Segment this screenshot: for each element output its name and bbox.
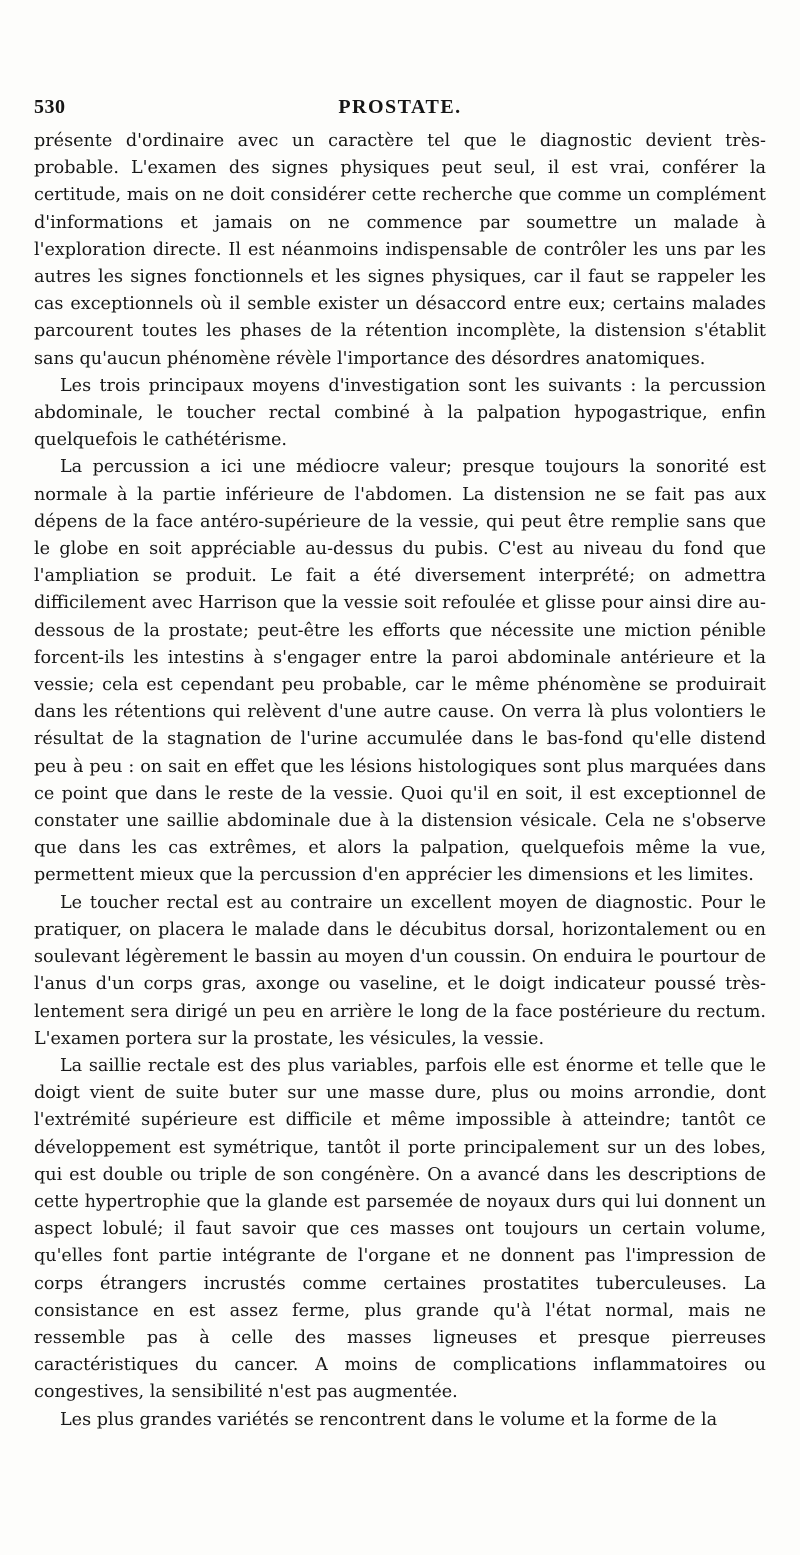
running-title: PROSTATE. <box>338 96 462 118</box>
paragraph-rectal-projection: La saillie rectale est des plus variables, parfois elle est énorme et telle que le doigt vient de suite buter sur une masse dure, plus ou moins arrondie, dont l'extrémité supérieure est difficile et même impossible à atteindre; tantôt ce développement est symétrique, tantôt il porte principalement sur un des lobes, qui est double ou triple de son congénère. On a avancé dans les descriptions de cette hypertrophie que la glande est parsemée de noyaux durs qui lui donnent un aspect lobulé; il faut savoir que ces masses ont toujours un certain volume, qu'elles font partie intégrante de l'organe et ne donnent pas l'impression de corps étrangers incrustés comme certaines prostatites tuberculeuses. La consistance en est assez ferme, plus grande qu'à l'état normal, mais ne ressemble pas à celle des masses ligneuses et presque pierreuses caractéristiques du cancer. A moins de complications inflammatoires ou congestives, la sensibilité n'est pas augmentée. <box>34 1055 766 1403</box>
paragraph-continued: présente d'ordinaire avec un caractère tel que le diagnostic devient très-probable. L'examen des signes physiques peut seul, il est vrai, conférer la certitude, mais on ne doit considérer cette recherche que comme un complément d'informations et jamais on ne commence par soumettre un malade à l'exploration directe. Il est néanmoins indispensable de contrôler les uns par les autres les signes fonctionnels et les signes physiques, car il faut se rappeler les cas exceptionnels où il semble exister un désaccord entre eux; certains malades parcourent toutes les phases de la rétention incomplète, la distension s'établit sans qu'aucun phénomène révèle l'importance des désordres anatomiques. <box>34 131 766 369</box>
running-head <box>34 96 766 126</box>
paragraph-investigation-means: Les trois principaux moyens d'investigation sont les suivants : la percussion abdominale, le toucher rectal combiné à la palpation hypogastrique, enfin quelquefois le cathétérisme. <box>34 375 766 451</box>
paragraph-percussion: La percussion a ici une médiocre valeur; presque toujours la sonorité est normale à la partie inférieure de l'abdomen. La distension ne se fait pas aux dépens de la face antéro-supérieure de la vessie, qui peut être remplie sans que le globe en soit appréciable au-dessus du pubis. C'est au niveau du fond que l'ampliation se produit. Le fait a été diversement interprété; on admettra difficilement avec Harrison que la vessie soit refoulée et glisse pour ainsi dire au-dessous de la prostate; peut-être les efforts que nécessite une miction pénible forcent-ils les intestins à s'engager entre la paroi abdominale antérieure et la vessie; cela est cependant peu probable, car le même phénomène se produirait dans les rétentions qui relèvent d'une autre cause. On verra là plus volontiers le résultat de la stagnation de l'urine accumulée dans le bas-fond qu'elle distend peu à peu : on sait en effet que les lésions histologiques sont plus marquées dans ce point que dans le reste de la vessie. Quoi qu'il en soit, il est exceptionnel de constater une saillie abdominale due à la distension vésicale. Cela ne s'observe que dans les cas extrêmes, et alors la palpation, quelquefois même la vue, permettent mieux que la percussion d'en apprécier les dimensions et les limites. <box>34 457 766 886</box>
paragraph-variations: Les plus grandes variétés se rencontrent dans le volume et la forme de la <box>60 1409 718 1430</box>
page-number: 530 <box>34 96 66 118</box>
paragraph-rectal-exam: Le toucher rectal est au contraire un excellent moyen de diagnostic. Pour le pratiquer, on placera le malade dans le décubitus dorsal, horizontalement ou en soulevant légèrement le bassin au moyen d'un coussin. On enduira le pourtour de l'anus d'un corps gras, axonge ou vaseline, et le doigt indicateur poussé très-lentement sera dirigé un peu en arrière le long de la face postérieure du rectum. L'examen portera sur la prostate, les vésicules, la vessie. <box>34 892 766 1049</box>
body-text <box>34 128 766 1434</box>
